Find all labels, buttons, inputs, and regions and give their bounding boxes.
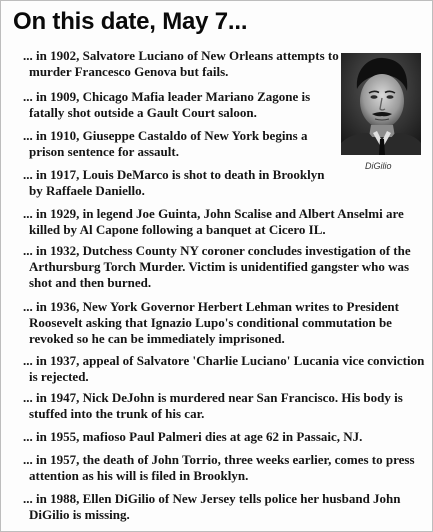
photo-caption: DiGilio (365, 161, 392, 171)
entry-1902: ... in 1902, Salvatore Luciano of New Orleans attempts to murder Francesco Genova but fails. (23, 48, 339, 79)
entry-1917: ... in 1917, Louis DeMarco is shot to death in Brooklyn by Raffaele Daniello. (23, 167, 325, 198)
entry-1936: ... in 1936, New York Governor Herbert Lehman writes to President Roosevelt asking that Ignazio Lupo's conditional commutation be revoked so he can be immediately imprisoned. (23, 299, 399, 346)
entry-1910: ... in 1910, Giuseppe Castaldo of New York begins a prison sentence for assault. (23, 128, 308, 159)
entry-1909: ... in 1909, Chicago Mafia leader Mariano Zagone is fatally shot outside a Gault Court saloon. (23, 89, 311, 120)
portrait-photo-icon (341, 53, 421, 155)
page-title: On this date, May 7... (13, 8, 248, 35)
entry-1988: ... in 1988, Ellen DiGilio of New Jersey tells police her husband John DiGilio is missing. (23, 491, 401, 522)
entry-1932: ... in 1932, Dutchess County NY coroner concludes investigation of the Arthursburg Torch Murder. Victim is unidentified gangster who was shot and then burned. (23, 243, 411, 290)
portrait-photo (341, 53, 421, 155)
entry-1937: ... in 1937, appeal of Salvatore 'Charlie Luciano' Lucania vice conviction is rejected. (23, 353, 425, 384)
entry-1957: ... in 1957, the death of John Torrio, three weeks earlier, comes to press attention as his will is filed in Brooklyn. (23, 452, 415, 483)
entry-1947: ... in 1947, Nick DeJohn is murdered near San Francisco. His body is stuffed into the trunk of his car. (23, 390, 403, 421)
entry-1929: ... in 1929, in legend Joe Guinta, John Scalise and Albert Anselmi are killed by Al Capone following a banquet at Cicero IL. (23, 206, 404, 237)
entry-1955: ... in 1955, mafioso Paul Palmeri dies at age 62 in Passaic, NJ. (23, 429, 363, 444)
